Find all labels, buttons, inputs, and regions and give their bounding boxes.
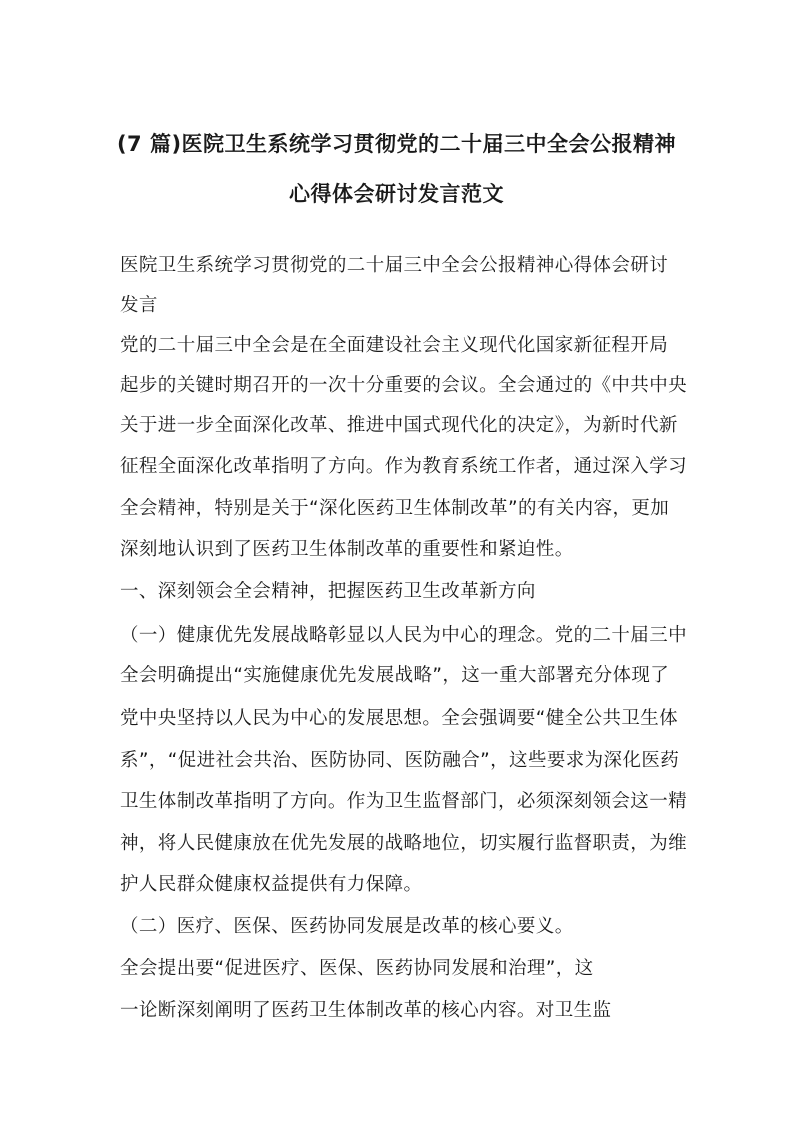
body-line: 关于进一步全面深化改革、推进中国式现代化的决定》，为新时代新 — [120, 415, 678, 436]
body-line: 起步的关键时期召开的一次十分重要的会议。全会通过的《中共中央 — [120, 375, 688, 396]
body-line: 全会明确提出“实施健康优先发展战略”，这一重大部署充分体现了 — [120, 665, 670, 686]
body-line: 系”，“促进社会共治、医防协同、医防融合”，这些要求为深化医药 — [120, 750, 680, 771]
body-line: 卫生体制改革指明了方向。作为卫生监督部门，必须深刻领会这一精 — [120, 791, 688, 812]
body-line: 全会精神，特别是关于“深化医药卫生体制改革”的有关内容，更加 — [120, 498, 670, 519]
body-line: 深刻地认识到了医药卫生体制改革的重要性和紧迫性。 — [120, 539, 574, 560]
subsection-heading: （二）医疗、医保、医药协同发展是改革的核心要义。 — [120, 916, 574, 937]
body-line: 征程全面深化改革指明了方向。作为教育系统工作者，通过深入学习 — [120, 456, 688, 477]
body-line: 护人民群众健康权益提供有力保障。 — [120, 874, 423, 895]
section-heading: 一、深刻领会全会精神，把握医药卫生改革新方向 — [120, 581, 536, 602]
body-line: 发言 — [120, 295, 158, 316]
body-line: 党中央坚持以人民为中心的发展思想。全会强调要“健全公共卫生体 — [120, 708, 679, 729]
body-line: 党的二十届三中全会是在全面建设社会主义现代化国家新征程开局 — [120, 335, 669, 356]
body-line: 神，将人民健康放在优先发展的战略地位，切实履行监督职责，为维 — [120, 833, 688, 854]
body-line: 全会提出要“促进医疗、医保、医药协同发展和治理”，这 — [120, 958, 594, 979]
document-title-line-2: 心得体会研讨发言范文 — [289, 182, 504, 206]
document-title-line-1: (7 篇)医院卫生系统学习贯彻党的二十届三中全会公报精神 — [116, 132, 677, 156]
body-line: 医院卫生系统学习贯彻党的二十届三中全会公报精神心得体会研讨 — [120, 255, 669, 276]
body-line: 一论断深刻阐明了医药卫生体制改革的核心内容。对卫生监 — [120, 1000, 612, 1021]
body-line: （一）健康优先发展战略彰显以人民为中心的理念。党的二十届三中 — [120, 625, 688, 646]
